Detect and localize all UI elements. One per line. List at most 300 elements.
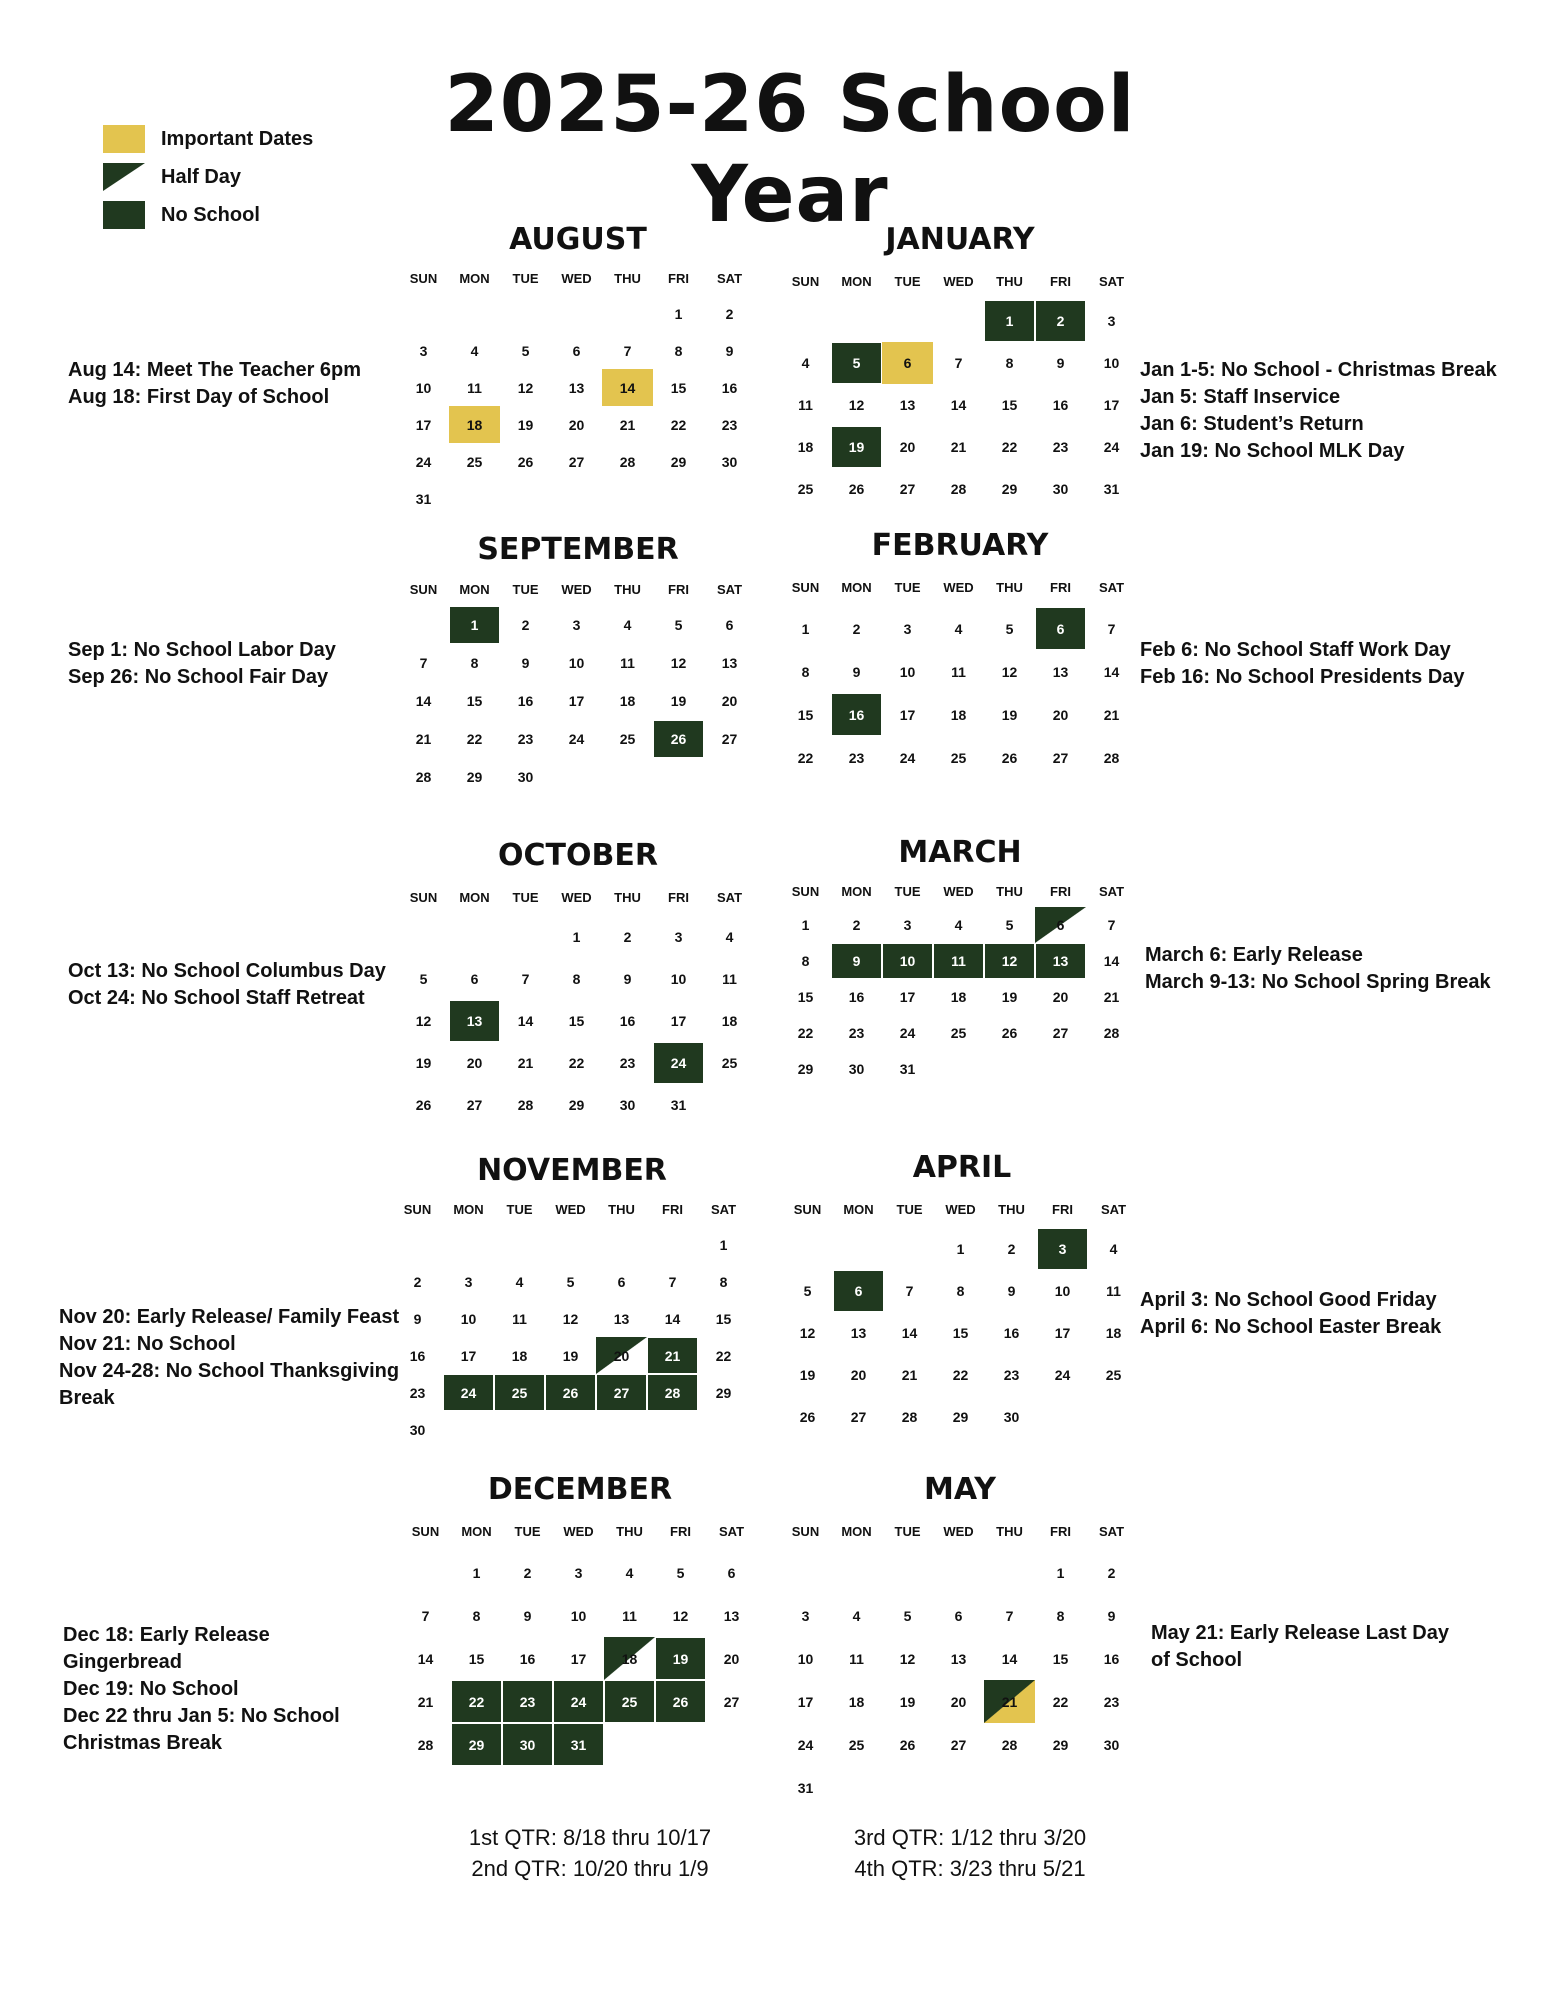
note-line: Christmas Break [63, 1732, 222, 1754]
empty-day [780, 1551, 831, 1594]
weekday-label: FRI [1050, 883, 1071, 899]
weekday-label: FRI [1050, 580, 1071, 595]
empty-day [782, 1228, 833, 1270]
day: 14 [517, 1013, 534, 1029]
weekday-label: MON [841, 1524, 872, 1539]
day: 16 [1103, 1650, 1120, 1667]
day: 19 [899, 1693, 916, 1710]
day: 20 [568, 416, 585, 433]
day: 12 [670, 655, 687, 671]
week-row [400, 1594, 760, 1637]
day: 16 [1052, 397, 1069, 413]
day: 11 [849, 1650, 864, 1667]
day: 19 [799, 1367, 816, 1383]
day: 21 [901, 1367, 918, 1383]
day-no-school: 24 [553, 1680, 604, 1723]
weekday-label: THU [614, 271, 641, 286]
day: 5 [676, 1564, 685, 1581]
weekday-header [780, 1512, 1140, 1551]
day: 10 [460, 1310, 477, 1327]
day: 2 [523, 1564, 532, 1581]
day: 28 [415, 769, 432, 785]
day-no-school: 9 [831, 943, 882, 979]
day: 7 [1107, 620, 1116, 637]
day-no-school: 28 [647, 1374, 698, 1411]
day: 5 [803, 1283, 812, 1299]
day: 16 [517, 693, 534, 709]
day: 7 [1107, 917, 1116, 933]
note-line: Sep 26: No School Fair Day [68, 666, 329, 688]
day: 30 [721, 453, 738, 470]
day: 11 [620, 655, 635, 671]
week-row [392, 1300, 752, 1337]
day: 26 [415, 1097, 432, 1113]
day-no-school: 3 [1037, 1228, 1088, 1270]
empty-day [443, 1226, 494, 1263]
day: 17 [670, 1013, 687, 1029]
empty-day [494, 1226, 545, 1263]
day: 17 [570, 1650, 587, 1667]
day: 7 [954, 355, 963, 371]
week-row [782, 1312, 1142, 1354]
day: 4 [852, 1607, 861, 1624]
week-row [392, 1263, 752, 1300]
day: 23 [1003, 1367, 1020, 1383]
month-august [398, 222, 758, 517]
weekday-label: WED [943, 273, 974, 289]
day-no-school: 30 [502, 1723, 553, 1766]
legend [103, 122, 313, 236]
day: 23 [409, 1384, 426, 1401]
day: 27 [723, 1693, 740, 1710]
day: 16 [619, 1013, 636, 1029]
day: 20 [1052, 706, 1069, 723]
day: 28 [619, 453, 636, 470]
month-grid [782, 1190, 1142, 1438]
day: 27 [568, 453, 585, 470]
weekday-label: SAT [716, 889, 743, 905]
day: 10 [797, 1650, 814, 1667]
week-row [780, 907, 1140, 943]
day: 12 [848, 397, 865, 413]
day-no-school: 2 [1035, 300, 1086, 342]
weekday-label: SAT [1098, 273, 1125, 289]
empty-day [602, 295, 653, 332]
day: 8 [472, 1607, 481, 1624]
day: 30 [1003, 1409, 1020, 1425]
note-line: March 6: Early Release [1145, 944, 1363, 966]
day: 26 [799, 1409, 816, 1425]
day: 17 [568, 693, 585, 709]
day: 4 [1109, 1241, 1118, 1257]
day: 25 [619, 731, 636, 747]
weekday-label: SUN [409, 889, 438, 905]
note-line: Sep 1: No School Labor Day [68, 639, 336, 661]
day: 23 [619, 1055, 636, 1071]
day: 27 [466, 1097, 483, 1113]
day: 19 [562, 1347, 579, 1364]
month-grid [780, 875, 1140, 1087]
day: 29 [1052, 1736, 1069, 1753]
note-line: Aug 14: Meet The Teacher 6pm [68, 359, 362, 381]
weekday-label: THU [996, 1524, 1023, 1539]
day: 8 [719, 1273, 728, 1290]
note-line: Nov 21: No School [59, 1333, 236, 1355]
day-no-school: 10 [882, 943, 933, 979]
notes-january [1140, 357, 1497, 465]
day: 10 [415, 379, 432, 396]
day: 9 [1007, 1283, 1016, 1299]
day: 7 [668, 1273, 677, 1290]
day: 3 [419, 342, 428, 359]
important-swatch [103, 125, 145, 153]
day: 10 [670, 971, 687, 987]
day: 2 [623, 929, 632, 945]
day: 25 [721, 1055, 738, 1071]
empty-day [984, 1551, 1035, 1594]
empty-day [882, 300, 933, 342]
day: 5 [1005, 620, 1014, 637]
day: 21 [417, 1693, 434, 1710]
weekday-label: SUN [409, 581, 438, 597]
note-line: Dec 18: Early Release [63, 1624, 270, 1646]
weekday-label: THU [614, 581, 641, 597]
week-row [392, 1226, 752, 1263]
day: 17 [1054, 1325, 1071, 1341]
notes-november [59, 1304, 399, 1412]
day: 1 [956, 1241, 965, 1257]
day: 14 [664, 1310, 681, 1327]
quarter-4: 4th QTR: 3/23 thru 5/21 [854, 1856, 1086, 1881]
week-row [782, 1228, 1142, 1270]
month-name: OCTOBER [498, 838, 658, 873]
day: 7 [905, 1283, 914, 1299]
note-line: Jan 6: Student’s Return [1140, 413, 1364, 435]
day: 20 [1052, 989, 1069, 1005]
day: 7 [623, 342, 632, 359]
week-row [782, 1396, 1142, 1438]
day: 27 [1052, 1025, 1069, 1041]
day: 1 [801, 620, 810, 637]
day: 1 [719, 1236, 728, 1253]
half-day-swatch [103, 163, 145, 191]
day: 16 [721, 379, 738, 396]
day: 6 [725, 617, 734, 633]
weekday-label: SAT [1100, 1201, 1127, 1217]
day: 8 [1056, 1607, 1065, 1624]
day: 7 [521, 971, 530, 987]
day: 28 [517, 1097, 534, 1113]
month-december [400, 1472, 760, 1766]
day: 4 [725, 929, 734, 945]
week-row [398, 480, 758, 517]
weekday-label: WED [943, 580, 974, 595]
page-title: 2025-26 School Year [444, 60, 1136, 240]
day: 12 [672, 1607, 689, 1624]
day: 4 [470, 342, 479, 359]
day: 15 [797, 706, 814, 723]
weekday-header [392, 1193, 752, 1226]
empty-day [500, 295, 551, 332]
day: 21 [1103, 706, 1120, 723]
day: 12 [899, 1650, 916, 1667]
day: 15 [670, 379, 687, 396]
day: 6 [954, 1607, 963, 1624]
week-row [400, 1680, 760, 1723]
weekday-header [780, 262, 1140, 300]
day: 28 [901, 1409, 918, 1425]
week-row [780, 736, 1140, 779]
day: 8 [470, 655, 479, 671]
weekday-label: THU [996, 883, 1023, 899]
day: 15 [466, 693, 483, 709]
day: 18 [950, 989, 967, 1005]
day: 18 [950, 706, 967, 723]
note-line: Nov 24-28: No School Thanksgiving [59, 1360, 400, 1382]
day: 29 [1001, 481, 1018, 497]
day: 5 [1005, 917, 1014, 933]
empty-day [882, 1551, 933, 1594]
day: 25 [466, 453, 483, 470]
day-no-school: 16 [831, 693, 882, 736]
legend-label: Half Day [161, 165, 242, 188]
weekday-label: SUN [409, 271, 438, 286]
day: 3 [903, 917, 912, 933]
day: 22 [952, 1367, 969, 1383]
day: 24 [1054, 1367, 1071, 1383]
month-grid [398, 262, 758, 517]
day: 9 [413, 1310, 422, 1327]
note-line: Break [59, 1387, 115, 1409]
day: 27 [899, 481, 916, 497]
weekday-label: TUE [894, 1524, 921, 1539]
weekday-label: WED [561, 889, 592, 905]
month-grid [780, 262, 1140, 510]
day-half: 20 [596, 1337, 647, 1374]
week-row [398, 606, 758, 644]
day: 11 [467, 379, 482, 396]
empty-day [933, 300, 984, 342]
day: 23 [517, 731, 534, 747]
day: 31 [797, 1779, 814, 1796]
day-no-school: 1 [449, 606, 500, 644]
day: 26 [1001, 749, 1018, 766]
day: 9 [623, 971, 632, 987]
weekday-label: WED [555, 1202, 586, 1217]
day: 11 [512, 1310, 527, 1327]
day: 4 [515, 1273, 524, 1290]
day-half: 6 [1035, 907, 1086, 943]
weekday-label: MON [843, 1201, 874, 1217]
day: 24 [797, 1736, 814, 1753]
day: 21 [950, 439, 967, 455]
day-no-school: 11 [933, 943, 984, 979]
day: 3 [572, 617, 581, 633]
day-no-school: 23 [502, 1680, 553, 1723]
week-row [398, 1042, 758, 1084]
day: 5 [521, 342, 530, 359]
day: 15 [952, 1325, 969, 1341]
day: 31 [1103, 481, 1120, 497]
day: 30 [517, 769, 534, 785]
day: 13 [721, 655, 738, 671]
day: 3 [464, 1273, 473, 1290]
day: 30 [409, 1421, 426, 1438]
day: 20 [721, 693, 738, 709]
month-name: DECEMBER [487, 1472, 673, 1507]
month-september [398, 532, 758, 796]
day: 22 [568, 1055, 585, 1071]
weekday-label: TUE [894, 883, 921, 899]
day: 31 [670, 1097, 687, 1113]
day: 17 [899, 989, 916, 1005]
day-no-school: 19 [655, 1637, 706, 1680]
weekday-label: FRI [668, 581, 689, 597]
day: 1 [1056, 1564, 1065, 1581]
day: 28 [1001, 1736, 1018, 1753]
week-row [398, 1000, 758, 1042]
day: 24 [899, 749, 916, 766]
note-line: Nov 20: Early Release/ Family Feast [59, 1306, 400, 1328]
quarter-3: 3rd QTR: 1/12 thru 3/20 [853, 1825, 1087, 1850]
day: 15 [1001, 397, 1018, 413]
day: 15 [715, 1310, 732, 1327]
day: 12 [562, 1310, 579, 1327]
month-name: NOVEMBER [477, 1153, 667, 1188]
quarter-2: 2nd QTR: 10/20 thru 1/9 [471, 1856, 709, 1881]
day: 27 [850, 1409, 867, 1425]
day: 28 [1103, 1025, 1120, 1041]
day: 5 [674, 617, 683, 633]
day: 20 [899, 439, 916, 455]
day: 23 [848, 749, 865, 766]
day: 9 [852, 663, 861, 680]
week-row [398, 644, 758, 682]
week-row [780, 1680, 1140, 1723]
day: 13 [950, 1650, 967, 1667]
weekday-label: SAT [716, 271, 743, 286]
day: 26 [899, 1736, 916, 1753]
day: 16 [409, 1347, 426, 1364]
month-grid [400, 1512, 760, 1766]
month-november [392, 1153, 752, 1448]
month-grid [780, 568, 1140, 779]
empty-day [833, 1228, 884, 1270]
day: 22 [466, 731, 483, 747]
day: 11 [622, 1607, 637, 1624]
day: 8 [674, 342, 683, 359]
weekday-label: SAT [710, 1202, 737, 1217]
day: 7 [421, 1607, 430, 1624]
day: 21 [517, 1055, 534, 1071]
note-line: Oct 24: No School Staff Retreat [68, 987, 365, 1009]
day: 29 [715, 1384, 732, 1401]
day: 25 [950, 1025, 967, 1041]
empty-day [449, 916, 500, 958]
day: 25 [797, 481, 814, 497]
weekday-label: THU [998, 1201, 1025, 1217]
weekday-label: FRI [1050, 273, 1071, 289]
day-no-school: 22 [451, 1680, 502, 1723]
note-line: Jan 1-5: No School - Christmas Break [1140, 359, 1497, 381]
day: 2 [852, 917, 861, 933]
week-row [780, 342, 1140, 384]
day: 29 [952, 1409, 969, 1425]
weekday-label: TUE [512, 889, 539, 905]
weekday-label: TUE [894, 273, 921, 289]
legend-item-no-school [103, 198, 313, 232]
legend-item-half-day [103, 160, 313, 194]
day: 7 [419, 655, 428, 671]
weekday-label: WED [945, 1201, 976, 1217]
week-row [398, 758, 758, 796]
weekday-label: SUN [791, 883, 820, 899]
legend-label: Important Dates [161, 127, 314, 150]
day: 5 [903, 1607, 912, 1624]
day: 11 [951, 663, 966, 680]
day: 16 [1003, 1325, 1020, 1341]
no-school-swatch [103, 201, 145, 229]
day-no-school: 1 [984, 300, 1035, 342]
day-important: 6 [882, 342, 933, 384]
day: 12 [415, 1013, 432, 1029]
weekday-label: MON [459, 889, 490, 905]
day-no-school: 6 [1035, 607, 1086, 650]
day: 4 [623, 617, 632, 633]
day: 13 [850, 1325, 867, 1341]
weekday-label: FRI [662, 1202, 683, 1217]
month-name: MARCH [898, 835, 1022, 870]
day: 1 [674, 305, 683, 322]
weekday-label: TUE [512, 581, 539, 597]
day: 8 [801, 663, 810, 680]
day: 24 [899, 1025, 916, 1041]
day: 20 [950, 1693, 967, 1710]
day: 2 [852, 620, 861, 637]
quarters-left [440, 1822, 740, 1884]
day: 22 [1052, 1693, 1069, 1710]
day: 14 [1103, 663, 1120, 680]
weekday-label: FRI [670, 1524, 691, 1539]
day: 23 [848, 1025, 865, 1041]
weekday-label: SUN [793, 1201, 822, 1217]
day-no-school: 26 [653, 720, 704, 758]
day: 23 [721, 416, 738, 433]
day: 20 [850, 1367, 867, 1383]
day: 6 [470, 971, 479, 987]
weekday-label: SUN [791, 273, 820, 289]
week-row [780, 1766, 1140, 1809]
empty-day [398, 916, 449, 958]
empty-day [545, 1226, 596, 1263]
day-important: 18 [449, 406, 500, 443]
month-grid [398, 878, 758, 1126]
day: 31 [415, 490, 432, 507]
day: 14 [950, 397, 967, 413]
day: 2 [725, 305, 734, 322]
day: 20 [723, 1650, 740, 1667]
day: 23 [1103, 1693, 1120, 1710]
weekday-label: MON [461, 1524, 492, 1539]
day: 22 [715, 1347, 732, 1364]
day-no-school: 26 [655, 1680, 706, 1723]
weekday-label: TUE [506, 1202, 533, 1217]
day: 3 [674, 929, 683, 945]
weekday-header [782, 1190, 1142, 1228]
weekday-label: THU [616, 1524, 643, 1539]
note-line: Jan 5: Staff Inservice [1140, 386, 1341, 408]
month-name: APRIL [912, 1150, 1012, 1185]
